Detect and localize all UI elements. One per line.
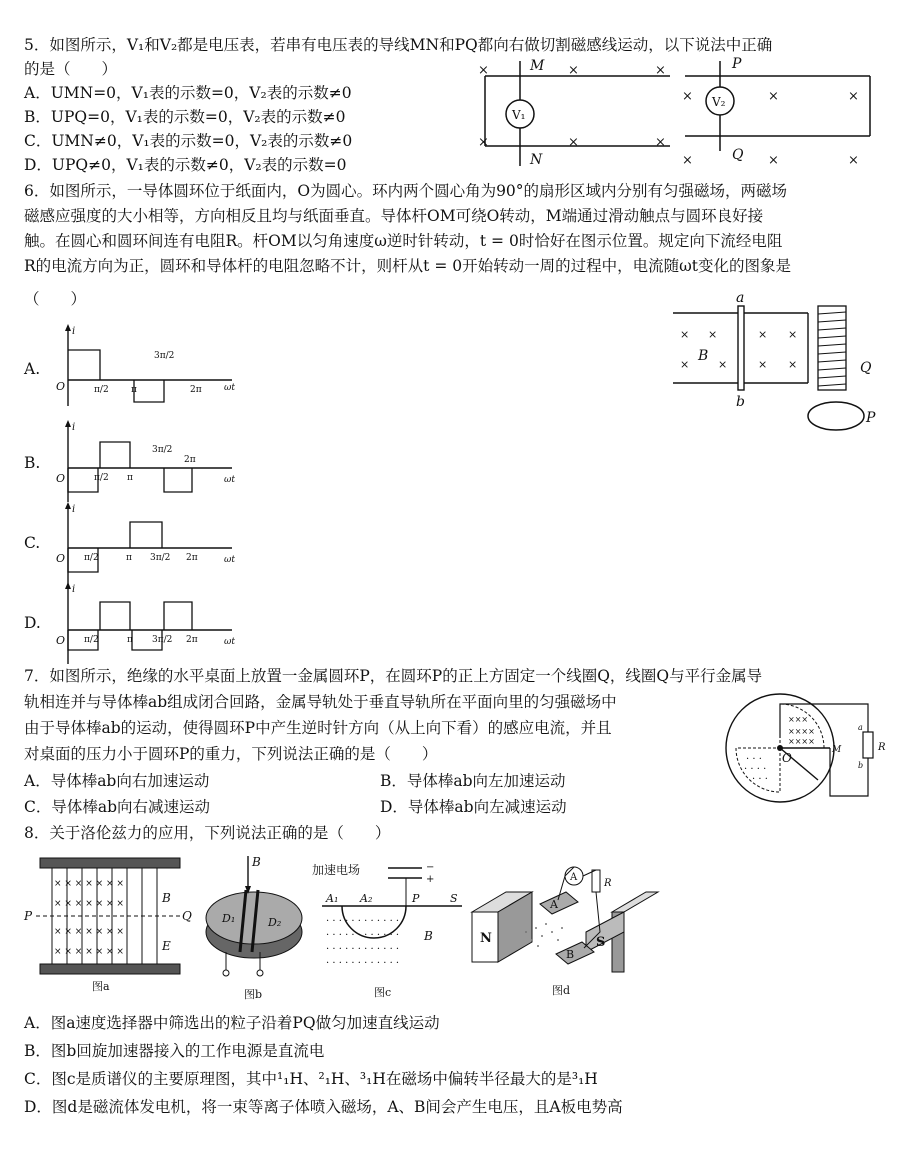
svg-text:D₂: D₂ [268, 916, 282, 929]
svg-text:×: × [848, 153, 859, 168]
q7-line1: 7．如图所示，绝缘的水平桌面上放置一金属圆环P，在圆环P的正上方固定一个线圈Q，线圈Q与平行金属导 [24, 667, 763, 685]
svg-text:π/2: π/2 [94, 473, 109, 483]
svg-text:× × × × × × ×: × × × × × × × [54, 947, 124, 957]
q6-line4: R的电流方向为正，圆环和导体杆的电阻忽略不计，则杆从t = 0开始转动一周的过程中，电流随ωt变化的图象是 [24, 257, 791, 275]
graph-b-label: B. [24, 454, 41, 472]
caption-d: 图d [552, 984, 571, 997]
svg-text:×: × [768, 153, 779, 168]
svg-text:B: B [424, 929, 433, 943]
svg-text:S: S [596, 935, 606, 950]
svg-text:π: π [127, 473, 133, 483]
label-n: N [530, 152, 543, 168]
svg-text:×: × [478, 135, 489, 150]
svg-text:加速电场: 加速电场 [312, 863, 361, 877]
q5-option-b: B．UPQ=0，V₁表的示数=0，V₂表的示数≠0 [24, 108, 346, 126]
svg-text:B: B [698, 348, 709, 364]
graph-a-label: A. [24, 360, 41, 378]
q8-stem: 8．关于洛伦兹力的应用，下列说法正确的是（ ） [24, 824, 391, 842]
svg-text:B: B [252, 855, 261, 869]
svg-text:3π/2: 3π/2 [150, 553, 171, 563]
label-p: P [732, 56, 742, 72]
svg-text:×: × [708, 328, 718, 341]
figure-a-velocity-selector [22, 852, 192, 1002]
q7-option-c: C．导体棒ab向右减速运动 [24, 798, 211, 816]
svg-text:P: P [412, 892, 420, 905]
svg-text:ωt: ωt [224, 555, 235, 565]
q5-figure [470, 56, 890, 171]
label-m: M [530, 58, 545, 74]
svg-text:×: × [718, 358, 728, 371]
q5-option-a: A．UMN=0，V₁表的示数=0，V₂表的示数≠0 [24, 84, 352, 102]
svg-text:O: O [56, 472, 66, 485]
svg-text:P: P [866, 410, 876, 426]
svg-text:· · · · · · · · · · · ·: · · · · · · · · · · · · [326, 958, 400, 969]
svg-text:O: O [56, 552, 66, 565]
q5-option-c: C．UMN≠0，V₁表的示数=0，V₂表的示数≠0 [24, 132, 353, 150]
svg-text:× × × × × × ×: × × × × × × × [54, 879, 124, 889]
svg-text:×: × [478, 63, 489, 78]
figure-d-mhd-generator [466, 842, 666, 1002]
svg-text:×: × [788, 328, 798, 341]
svg-text:×××: ××× [788, 715, 809, 724]
label-q: Q [732, 147, 744, 163]
svg-text:i: i [72, 504, 76, 515]
q8-option-b: B．图b回旋加速器接入的工作电源是直流电 [24, 1042, 325, 1060]
resistor-icon [592, 870, 600, 892]
svg-text:N: N [480, 931, 492, 946]
figure-b-cyclotron [196, 852, 316, 1002]
graph-d-label: D. [24, 614, 41, 632]
svg-text:· · · · · · · · · · · ·: · · · · · · · · · · · · [326, 930, 400, 941]
svg-text:π: π [131, 385, 137, 395]
svg-text:D₁: D₁ [222, 912, 236, 925]
svg-text:A: A [570, 872, 578, 883]
svg-text:π/2: π/2 [84, 635, 99, 645]
svg-text:Q: Q [860, 360, 872, 376]
svg-text:×: × [758, 328, 768, 341]
q8-option-c: C．图c是质谱仪的主要原理图，其中¹₁H、²₁H、³₁H在磁场中偏转半径最大的是³₁H [24, 1070, 598, 1088]
q6-line1: 6．如图所示，一导体圆环位于纸面内，O为圆心。环内两个圆心角为90°的扇形区域内分别有匀强磁场，两磁场 [24, 182, 788, 200]
graph-c [52, 500, 242, 590]
svg-text:· · ·: · · · [752, 774, 768, 785]
q7-line4: 对桌面的压力小于圆环P的重力，下列说法正确的是（ ） [24, 745, 438, 763]
svg-text:3π/2: 3π/2 [154, 351, 175, 361]
v2-label: V₂ [712, 95, 726, 109]
graph-b [52, 418, 242, 508]
svg-text:i: i [72, 584, 76, 595]
svg-text:O: O [782, 751, 792, 765]
resistor-r-icon [863, 732, 873, 758]
svg-text:ωt: ωt [224, 475, 235, 485]
q7-option-a: A．导体棒ab向右加速运动 [24, 772, 210, 790]
svg-text:×: × [568, 63, 579, 78]
svg-text:×: × [680, 328, 690, 341]
svg-text:S: S [450, 892, 458, 905]
svg-text:2π: 2π [184, 455, 196, 465]
svg-text:××××: ×××× [788, 727, 815, 736]
q5-option-d: D．UPQ≠0，V₁表的示数≠0，V₂表的示数=0 [24, 156, 347, 174]
svg-text:×: × [655, 135, 666, 150]
svg-text:O: O [56, 634, 66, 647]
q5-stem-line2: 的是（ ） [24, 60, 118, 78]
svg-text:i: i [72, 422, 76, 433]
q7-ring-sector-figure [718, 690, 896, 810]
svg-text:×: × [768, 89, 779, 104]
q7-option-d: D．导体棒ab向左减速运动 [380, 798, 567, 816]
svg-text:×: × [848, 89, 859, 104]
svg-text:M: M [832, 745, 842, 755]
q8-option-a: A．图a速度选择器中筛选出的粒子沿着PQ做匀加速直线运动 [24, 1014, 440, 1032]
caption-a: 图a [92, 980, 110, 993]
q5-stem-line1: 5．如图所示，V₁和V₂都是电压表，若串有电压表的导线MN和PQ都向右做切割磁感线运动，以下说法中正确 [24, 36, 773, 54]
svg-text:3π/2: 3π/2 [152, 445, 173, 455]
q7-line2: 轨相连并与导体棒ab组成闭合回路，金属导轨处于垂直导轨所在平面向里的匀强磁场中 [24, 693, 617, 711]
svg-text:R: R [878, 742, 886, 753]
q7-line3: 由于导体棒ab的运动，使得圆环P中产生逆时针方向（从上向下看）的感应电流，并且 [24, 719, 612, 737]
svg-text:×: × [568, 135, 579, 150]
svg-text:i: i [72, 326, 76, 337]
svg-text:A₁: A₁ [326, 892, 339, 905]
svg-text:2π: 2π [186, 635, 198, 645]
svg-text:+: + [426, 874, 435, 885]
svg-text:· · · ·: · · · · [744, 764, 767, 775]
svg-text:ωt: ωt [224, 637, 235, 647]
svg-text:A₂: A₂ [360, 892, 373, 905]
svg-text:a: a [858, 723, 863, 732]
svg-text:· · · · · · · · · · · ·: · · · · · · · · · · · · [326, 916, 400, 927]
svg-text:b: b [858, 761, 864, 770]
svg-text:×: × [788, 358, 798, 371]
q6-line3: 触。在圆心和圆环间连有电阻R。杆OM以匀角速度ω逆时针转动，t = 0时恰好在图示位置。规定向下流经电阻 [24, 232, 783, 250]
svg-text:×: × [680, 358, 690, 371]
q7-rail-coil-figure [668, 288, 890, 438]
svg-text:××××: ×××× [788, 737, 815, 746]
svg-text:O: O [56, 380, 66, 393]
svg-text:· · · · · · · · · · · ·: · · · · · · · · · · · · [326, 944, 400, 955]
svg-text:× × × × × × ×: × × × × × × × [54, 927, 124, 937]
svg-text:· · ·: · · · [746, 754, 762, 765]
svg-text:× × × × × × ×: × × × × × × × [54, 899, 124, 909]
q6-line5: （ ） [24, 290, 87, 308]
svg-text:×: × [758, 358, 768, 371]
q6-line2: 磁感应强度的大小相等，方向相反且均与纸面垂直。导体杆OM可绕O转动，M端通过滑动触点与圆环良好接 [24, 207, 764, 225]
q7-option-b: B．导体棒ab向左加速运动 [380, 772, 566, 790]
svg-text:π: π [127, 635, 133, 645]
svg-text:R: R [604, 878, 612, 889]
graph-d [52, 580, 242, 670]
svg-text:2π: 2π [190, 385, 202, 395]
svg-text:π/2: π/2 [94, 385, 109, 395]
graph-c-label: C. [24, 534, 41, 552]
svg-text:P: P [24, 909, 33, 923]
svg-text:A: A [550, 898, 558, 911]
svg-text:×: × [682, 89, 693, 104]
graph-a [52, 322, 242, 412]
svg-text:2π: 2π [186, 553, 198, 563]
svg-text:×: × [682, 153, 693, 168]
v1-label: V₁ [512, 108, 526, 122]
caption-c: 图c [374, 986, 392, 999]
q8-option-d: D．图d是磁流体发电机，将一束等离子体喷入磁场，A、B间会产生电压，且A板电势高 [24, 1098, 623, 1116]
svg-text:B: B [162, 891, 171, 905]
svg-text:ωt: ωt [224, 383, 235, 393]
conductor-bar-ab [738, 306, 744, 390]
figure-c-mass-spectrometer [312, 858, 472, 1003]
svg-text:B: B [566, 948, 575, 961]
caption-b: 图b [244, 988, 263, 1001]
svg-text:−: − [426, 862, 435, 873]
svg-text:a: a [736, 290, 745, 306]
svg-text:Q: Q [182, 909, 192, 923]
svg-text:×: × [655, 63, 666, 78]
svg-text:b: b [736, 394, 745, 410]
svg-text:π: π [126, 553, 132, 563]
svg-text:E: E [162, 939, 171, 953]
svg-text:3π/2: 3π/2 [152, 635, 173, 645]
ring-p-icon [808, 402, 864, 430]
svg-text:π/2: π/2 [84, 553, 99, 563]
